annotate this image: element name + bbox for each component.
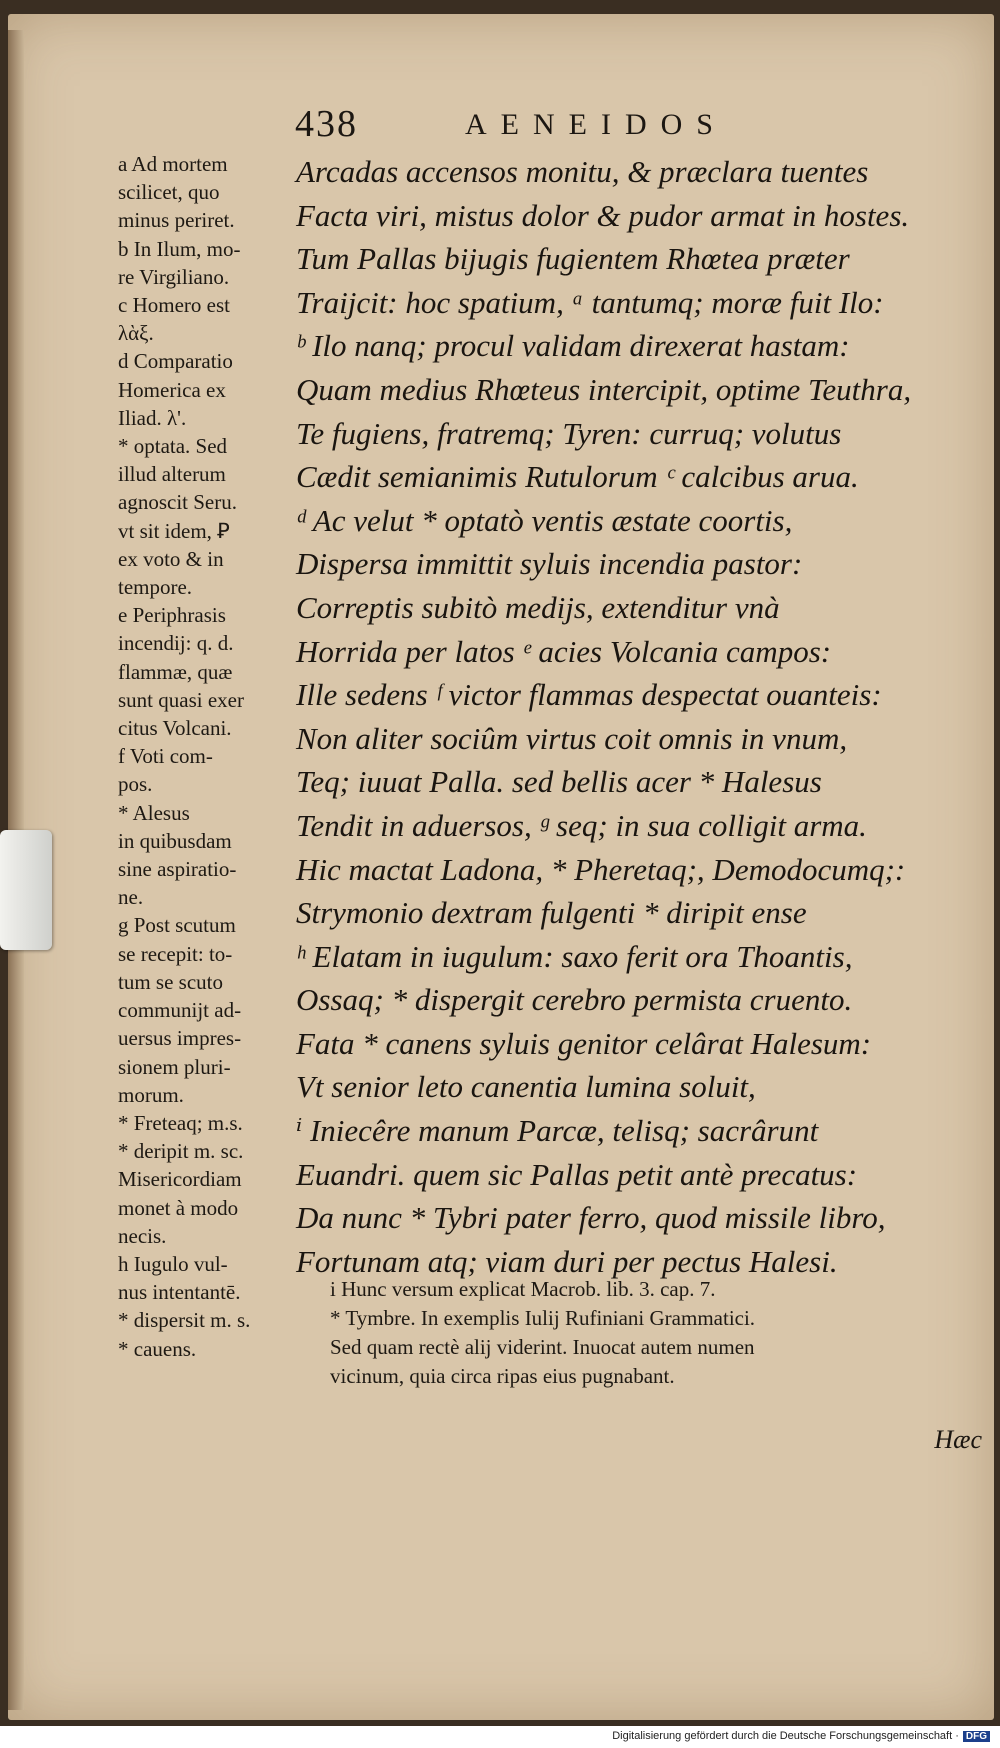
digitization-credit — [612, 1730, 990, 1742]
verse-line: Horrida per latos ᵉ acies Volcania campos: — [296, 633, 832, 669]
page-clip — [0, 830, 52, 950]
marginal-note: * cauens. — [118, 1336, 197, 1361]
verse-line: Vt senior leto canentia lumina soluit, — [296, 1069, 756, 1105]
verse-line: Tum Pallas bijugis fugientem Rhœtea præter — [296, 241, 850, 277]
marginal-note: c Homero est λὰξ. — [118, 293, 230, 346]
marginal-note: g Post scutum se recepit: to- tum se scuto communijt ad- uersus impres- sionem pluri- morum. — [118, 913, 242, 1107]
verse-line: Quam medius Rhœteus intercipit, optime Teuthra, — [296, 371, 912, 407]
credit-text: Digitalisierung gefördert durch die Deutsche Forschungsgemeinschaft · — [612, 1730, 959, 1742]
verse-line: Te fugiens, fratremq; Tyren: curruq; volutus — [296, 415, 842, 451]
marginal-note: h Iugulo vul- nus intentantē. — [118, 1251, 241, 1305]
verse-line: Arcadas accensos monitu, & præclara tuentes — [296, 154, 869, 189]
verse-line: Fortunam atq; viam duri per pectus Halesi. — [296, 1243, 838, 1279]
verse-line: Ille sedens ᶠ victor flammas despectat ouanteis: — [296, 677, 882, 713]
marginal-note: * Freteaq; m.s. — [118, 1110, 243, 1135]
running-title: AENEIDOS — [465, 108, 727, 141]
verse-line: ᵇ Ilo nanq; procul validam direxerat hastam: — [296, 328, 850, 364]
verse-line: ⁱ Iniecêre manum Parcæ, telisq; sacrârunt — [296, 1113, 819, 1149]
verse-line: ʰ Elatam in iugulum: saxo ferit ora Thoantis, — [296, 938, 853, 974]
marginal-note: b In Ilum, mo- re Virgiliano. — [118, 236, 241, 289]
verse-line: Strymonio dextram fulgenti * diripit ense — [296, 895, 807, 931]
verse-line: Fata * canens syluis genitor celârat Halesum: — [296, 1025, 872, 1061]
marginal-note: e Periphrasis incendij: q. d. flammæ, quæ sunt quasi exer citus Volcani. — [118, 603, 244, 741]
marginal-note: * deripit m. sc. Misericordiam monet à modo necis. — [118, 1139, 244, 1248]
verse-block — [296, 150, 976, 1283]
footnotes — [330, 1275, 970, 1391]
verse-line: Dispersa immittit syluis incendia pastor: — [296, 546, 803, 582]
footnote: i Hunc versum explicat Macrob. lib. 3. cap. 7. — [330, 1277, 716, 1301]
marginal-note: a Ad mortem scilicet, quo minus periret. — [118, 152, 235, 233]
verse-line: Cædit semianimis Rutulorum ᶜ calcibus arua. — [296, 459, 859, 495]
verse-line: Hic mactat Ladona, * Pheretaq;, Demodocumq;: — [296, 851, 906, 887]
verse-line: Teq; iuuat Palla. sed bellis acer * Halesus — [296, 764, 822, 800]
dfg-logo: DFG — [963, 1731, 990, 1742]
marginal-note: d Comparatio Homerica ex Iliad. λ'. — [118, 349, 233, 430]
catchword: Hæc — [934, 1425, 982, 1454]
marginal-note: * dispersit m. s. — [118, 1308, 251, 1333]
verse-line: Euandri. quem sic Pallas petit antè precatus: — [296, 1156, 858, 1192]
verse-line: Correptis subitò medijs, extenditur vnà — [296, 589, 780, 625]
marginal-note: * Alesus in quibusdam sine aspiratio- ne. — [118, 800, 237, 910]
verse-line: Tendit in aduersos, ᵍ seq; in sua colligit arma. — [296, 807, 867, 843]
verse-line: Ossaq; * dispergit cerebro permista cruento. — [296, 982, 853, 1018]
verse-line: Non aliter sociûm virtus coit omnis in vnum, — [296, 720, 848, 756]
footnote: * Tymbre. In exemplis Iulij Rufiniani Grammatici. Sed quam rectè alij viderint. Inuocat autem numen vicinum, quia circa ripas eius pugnabant. — [330, 1306, 756, 1388]
marginal-note: * optata. Sed illud alterum agnoscit Seru. vt sit idem, Ꝑ ex voto & in tempore. — [118, 434, 237, 600]
marginal-note: f Voti com- pos. — [118, 744, 213, 797]
verse-line: Da nunc * Tybri pater ferro, quod missile libro, — [296, 1200, 886, 1236]
running-header — [295, 102, 815, 152]
marginal-notes — [118, 150, 298, 1363]
page-number: 438 — [295, 103, 358, 145]
verse-line: Traijcit: hoc spatium, ᵃ tantumq; moræ fuit Ilo: — [296, 284, 884, 320]
verse-line: ᵈ Ac velut * optatò ventis æstate coortis, — [296, 502, 793, 538]
verse-line: Facta viri, mistus dolor & pudor armat in hostes. — [296, 197, 910, 233]
